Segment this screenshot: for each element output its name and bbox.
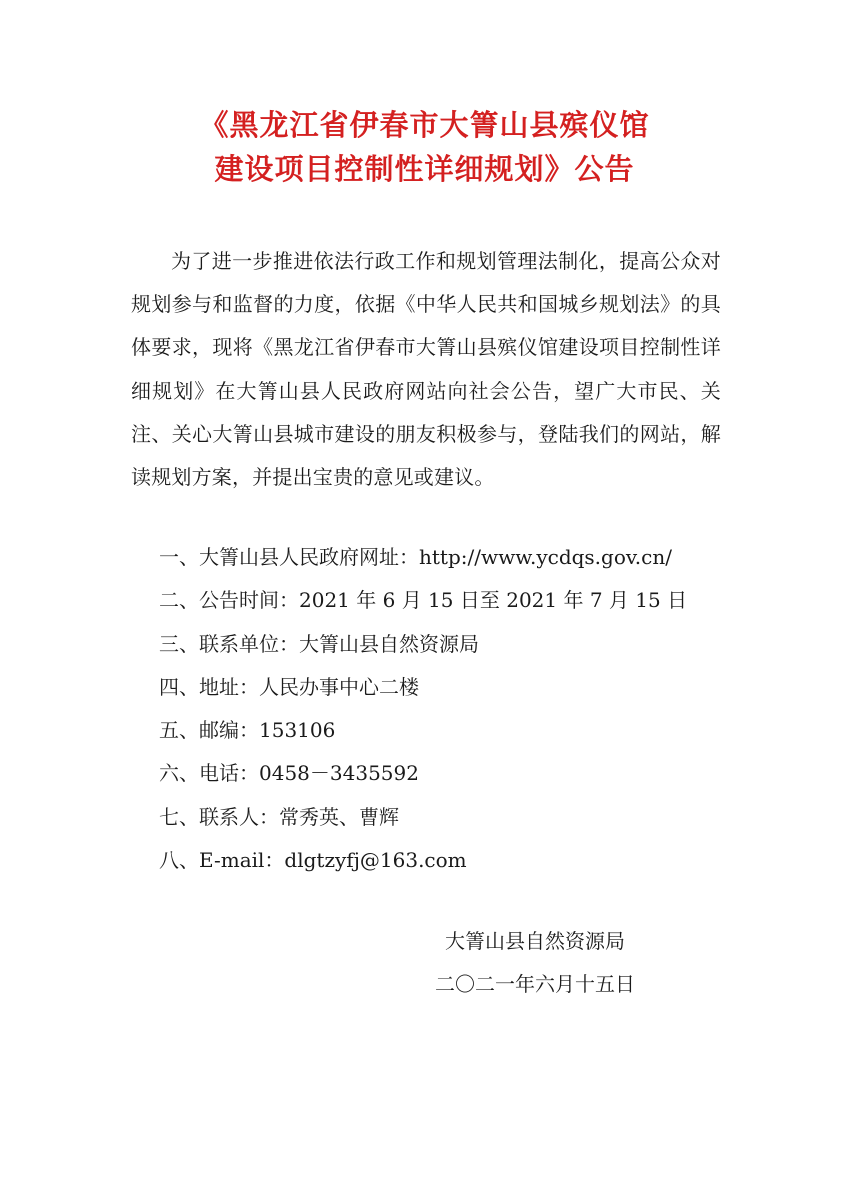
signature-organization: 大箐山县自然资源局 (445, 929, 625, 953)
item-number: 二、 (159, 588, 199, 613)
item-label: 电话： (199, 761, 259, 786)
list-item-postcode (131, 709, 731, 752)
item-number: 八、 (159, 848, 199, 873)
item-label: 大箐山县人民政府网址： (199, 545, 419, 569)
address: 人民办事中心二楼 (259, 674, 419, 699)
list-item-address (131, 666, 731, 709)
title-line-2: 建设项目控制性详细规划》公告 (214, 152, 635, 186)
list-item-phone (131, 752, 731, 795)
list-item-website (131, 536, 731, 579)
item-number: 五、 (159, 718, 199, 743)
intro-paragraph: 为了进一步推进依法行政工作和规划管理法制化，提高公众对规划参与和监督的力度，依据《中华人民共和国城乡规划法》的具体要求，现将《黑龙江省伊春市大箐山县殡仪馆建设项目控制性详细规划》在大箐山县人民政府网站向社会公告，望广大市民、关注、关心大箐山县城市建设的朋友积极参与，登陆我们的网站，解读规划方案，并提出宝贵的意见或建议。 (131, 249, 721, 490)
phone-number: 0458－3435592 (259, 761, 419, 786)
info-list (131, 536, 731, 882)
list-item-email (131, 839, 731, 882)
item-label: 地址： (199, 674, 259, 699)
list-item-period (131, 579, 731, 622)
email-address: dlgtzyfj@163.com (284, 848, 467, 873)
item-number: 四、 (159, 674, 199, 699)
notice-period: 2021 年 6 月 15 日至 2021 年 7 月 15 日 (299, 588, 688, 613)
item-label: E-mail： (199, 848, 285, 873)
postcode: 153106 (259, 718, 336, 743)
item-number: 六、 (159, 761, 199, 786)
title-line-1: 《黑龙江省伊春市大箐山县殡仪馆 (199, 108, 650, 142)
contact-unit: 大箐山县自然资源局 (299, 631, 479, 656)
item-number: 三、 (159, 631, 199, 656)
item-label: 邮编： (199, 718, 259, 743)
signature-date: 二〇二一年六月十五日 (435, 972, 635, 996)
item-label: 联系人： (199, 804, 279, 829)
item-number: 七、 (159, 804, 199, 829)
website-url: http://www.ycdqs.gov.cn/ (419, 545, 672, 569)
item-label: 联系单位： (199, 631, 299, 656)
item-label: 公告时间： (199, 588, 299, 613)
list-item-unit (131, 623, 731, 666)
item-number: 一、 (159, 545, 199, 569)
contact-person: 常秀英、曹辉 (279, 804, 399, 829)
list-item-contact (131, 796, 731, 839)
